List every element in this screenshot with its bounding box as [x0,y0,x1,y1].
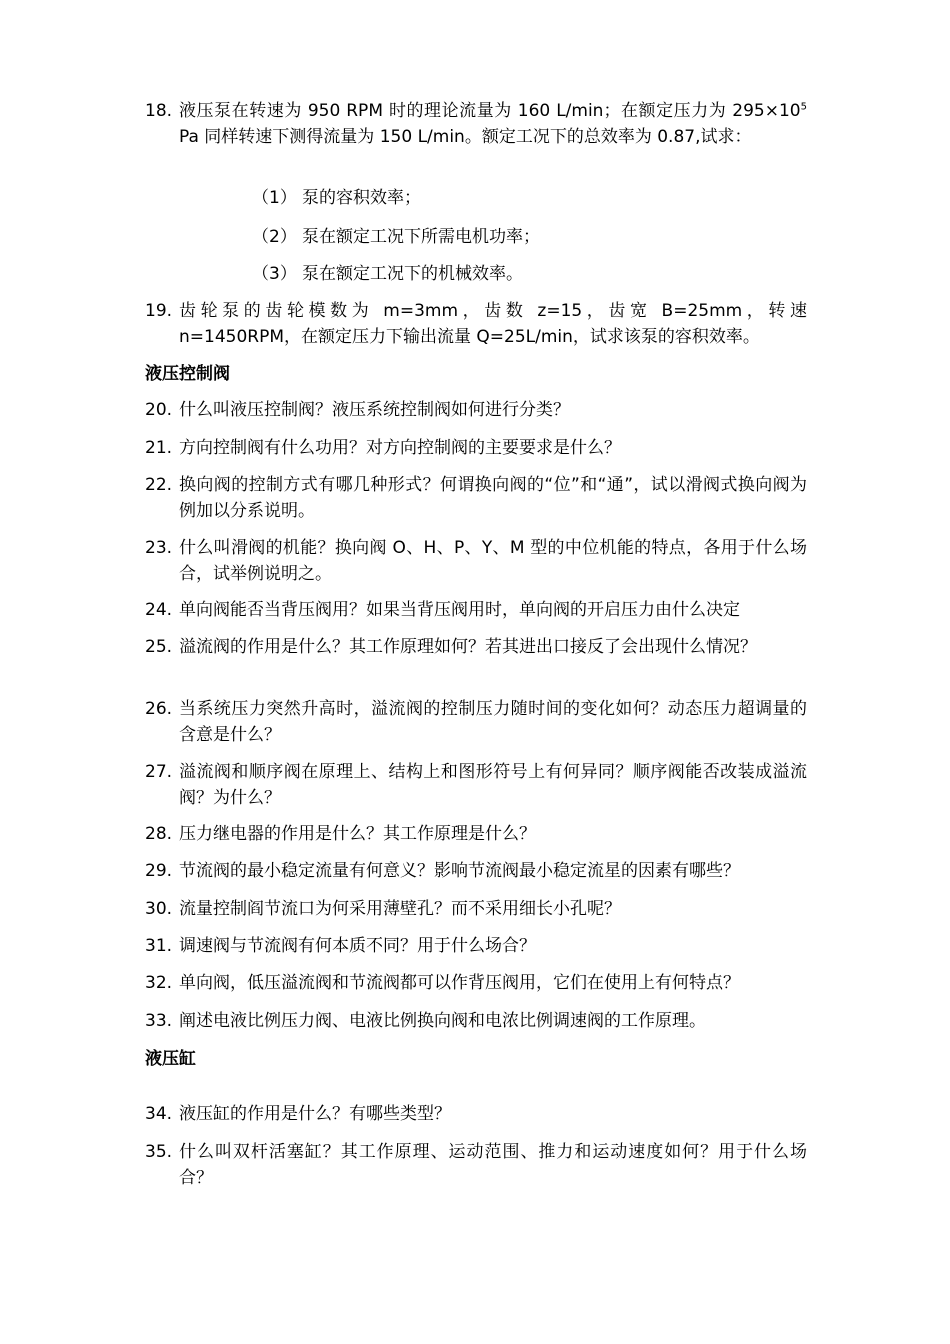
question-item: 35. 什么叫双杆活塞缸？其工作原理、运动范围、推力和运动速度如何？用于什么场合？ [145,1142,807,1188]
question-item: 23. 什么叫滑阀的机能？换向阀 O、H、P、Y、M 型的中位机能的特点，各用于什么场合，试举例说明之。 [145,538,807,584]
question-item: 31. 调速阀与节流阀有何本质不同？用于什么场合？ [145,936,536,956]
question-number: 18. [145,101,173,121]
question-item: 29. 节流阀的最小稳定流量有何意义？影响节流阀最小稳定流星的因素有哪些？ [145,861,740,881]
question-item: 34. 液压缸的作用是什么？有哪些类型？ [145,1104,451,1124]
question-item: 33. 阐述电液比例压力阀、电液比例换向阀和电浓比例调速阀的工作原理。 [145,1011,706,1031]
question-item: 20. 什么叫液压控制阀？液压系统控制阀如何进行分类？ [145,400,570,420]
question-item: 24. 单向阀能否当背压阀用？如果当背压阀用时，单向阀的开启压力由什么决定 [145,600,740,620]
question-18 [145,98,807,150]
section-heading: 液压控制阀 [145,364,230,384]
question-19 [145,298,807,350]
question-item: 21. 方向控制阀有什么功用？对方向控制阀的主要要求是什么？ [145,438,621,458]
question-number: 19. [145,301,173,321]
section-heading: 液压缸 [145,1049,196,1069]
sub-item: （2） 泵在额定工况下所需电机功率； [252,227,540,247]
question-item: 32. 单向阀，低压溢流阀和节流阀都可以作背压阀用，它们在使用上有何特点？ [145,973,740,993]
question-text: 液压泵在转速为 950 RPM 时的理论流量为 160 L/min；在额定压力为 $295\times 10^5$ Pa 同样转速下测得流量为 150 L/min。额定工况下的总效率为 0.87,试求： [179,101,807,147]
question-text: 齿轮泵的齿轮模数为 m=3mm，齿数 z=15，齿宽 B=25mm，转速 n=1450RPM，在额定压力下输出流量 Q=25L/min，试求该泵的容积效率。 [179,301,807,347]
sub-item: （3） 泵在额定工况下的机械效率。 [252,264,523,284]
question-item: 26. 当系统压力突然升高时，溢流阀的控制压力随时间的变化如何？动态压力超调量的含意是什么？ [145,699,807,745]
question-item: 30. 流量控制阎节流口为何采用薄壁孔？而不采用细长小孔呢？ [145,899,621,919]
exponent: 5 [800,101,807,113]
question-item: 27. 溢流阀和顺序阀在原理上、结构上和图形符号上有何异同？顺序阀能否改装成溢流阀？为什么？ [145,762,807,808]
question-item: 22. 换向阀的控制方式有哪几种形式？何谓换向阀的“位”和“通”，试以滑阀式换向阀为例加以分系说明。 [145,475,807,521]
question-item: 28. 压力继电器的作用是什么？其工作原理是什么？ [145,824,536,844]
question-item: 25. 溢流阀的作用是什么？其工作原理如何？若其进出口接反了会出现什么情况？ [145,637,757,657]
sub-item: （1） 泵的容积效率； [252,188,421,208]
